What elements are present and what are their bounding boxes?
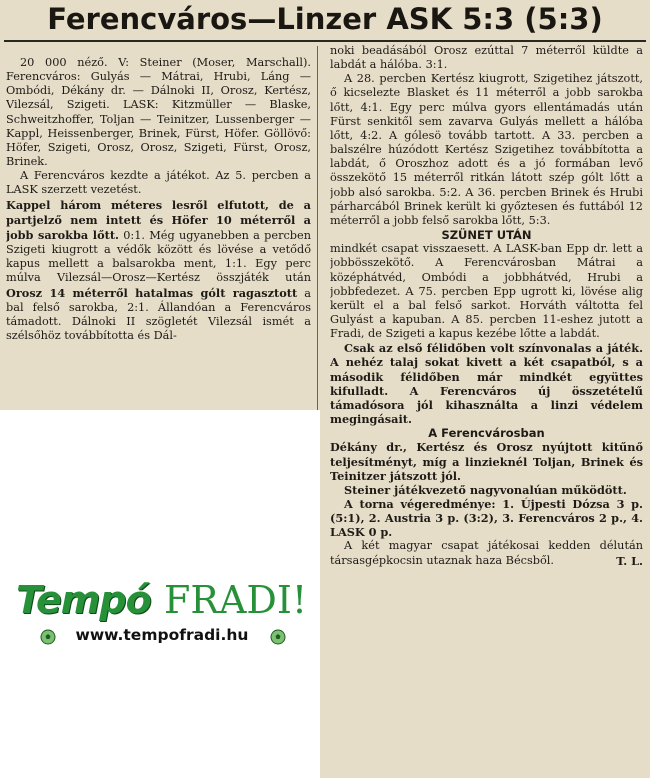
goals-paragraph: A 28. percben Kertész kiugrott, Szigetihez játszott, ő kicselezte Blasket és 11 méterről a jobb sarokba lőtt, 4:1. Egy perc múlva gyors ellentámadás után Fürst senkitől sem zavarva Gulyás mellett a hálóba lőtt, 4:2. A gólesö tovább tartott. A 33. percben a balszélre húzódott Kertész Szigetihez továbbította a labdát, ő Oroszhoz adott és a jó formában levő összekötő 15 méterről ritkán látott szép gólt lőtt a jobb alsó sarokba. 5:2. A 36. percben Brinek és Hrubi párharcából Brinek került ki győztesen és futtából 12 méterről a jobb felső sarokba lőtt, 5:3. (330, 72, 643, 227)
offside-goal-text: Kappel három méteres lesről elfutott, de a partjelző nem intett és Höfer 10 méterről a jobb sarokba lőtt. (6, 197, 311, 242)
second-half-paragraph: mindkét csapat visszaesett. A LASK-ban Epp dr. lett a jobbösszekötő. A Ferencvárosban Mátrai a középhátvéd, Ombódi a jobbhátvéd, Hrubi a jobbfedezet. A 75. percben Epp ugrott ki, lövése alig került el a bal felső sarkot. Horváth váltotta fel Gulyást a kapuban. A 85. percben 11-eshez jutott a Fradi, de Szigeti a kapus kezébe lőtte a labdát. (330, 242, 643, 341)
ferencvaros-heading: A Ferencvárosban (428, 426, 545, 441)
first-half-paragraph: Kappel három méteres lesről elfutott, de a partjelző nem intett és Höfer 10 méterről a jobb sarokba lőtt. 0:1. Még ugyanebben a percben Szigeti kiugrott a védők között és lövése a vetődő kapus mellett a balsarokba ment, 1:1. Egy perc múlva Vilezsál—Orosz—Kertész összjáték után Orosz 14 méterről hatalmas gólt ragasztott a bal felső sarokba, 2:1. Állandóan a Ferencváros támadott. Dálnoki II szögletét Vilezsál ismét a szélsőhöz továbbította és Dál- (6, 197, 311, 342)
lineup-paragraph: 20 000 néző. V: Steiner (Moser, Marschall). Ferencváros: Gulyás — Mátrai, Hrubi, Láng — Ombódi, Dékány dr. — Dálnoki II, Orosz, Kertész, Vilezsál, Szigeti. LASK: Kitzmüller — Blaske, Schweitzhoffer, Toljan — Teinitzer, Lussenberger — Kappl, Heissenberger, Brinek, Fürst, Höfer. Göllövő: Höfer, Szigeti, Orosz, Orosz, Szigeti, Fürst, Orosz, Brinek. (6, 56, 311, 169)
author-signature: T. L. (616, 553, 643, 568)
column-divider (317, 46, 318, 410)
tournament-result-paragraph: A torna végeredménye: 1. Újpesti Dózsa 3 p. (5:1), 2. Austria 3 p. (3:2), 3. Ferencváros 2 p., 4. LASK 0 p. (330, 497, 643, 540)
travel-paragraph: A két magyar csapat játékosai kedden délután társasgépkocsin utaznak haza Bécsből. T. L. (330, 539, 643, 568)
kickoff-paragraph: A Ferencváros kezdte a játékot. Az 5. percben a LASK szerzett vezetést. (6, 169, 311, 197)
right-column (330, 44, 643, 776)
players-paragraph: Dékány dr., Kertész és Orosz nyújtott kitűnő teljesítményt, míg a linzieknél Toljan, Brinek és Teinitzer játszott jól. (330, 440, 643, 483)
summary-paragraph: Csak az első félidőben volt színvonalas a játék. A nehéz talaj sokat kivett a két csapatból, s a második félidőben már mindkét együttes kifulladt. A Ferencváros új összetételű támadósora jól kihasználta a linzi védelem megingásait. (330, 341, 643, 427)
logo-tempo-text: Tempó (16, 578, 151, 622)
tempofradi-logo (12, 574, 312, 654)
football-icon (270, 629, 286, 645)
referee-paragraph: Steiner játékvezető nagyvonalúan működött. (344, 482, 627, 497)
continued-paragraph: noki beadásából Orosz ezúttal 7 méterről küldte a labdát a hálóba. 3:1. (330, 44, 643, 72)
website-url: www.tempofradi.hu (75, 626, 249, 644)
left-column (6, 56, 311, 408)
orosz-goal-text: Orosz 14 méterről hatalmas gólt ragasztott (6, 285, 298, 300)
article-headline: Ferencváros—Linzer ASK 5:3 (5:3) (47, 2, 603, 36)
logo-fradi-text: FRADI! (164, 578, 308, 622)
headline-rule (4, 40, 646, 42)
second-half-heading: SZÜNET UTÁN (441, 228, 532, 243)
